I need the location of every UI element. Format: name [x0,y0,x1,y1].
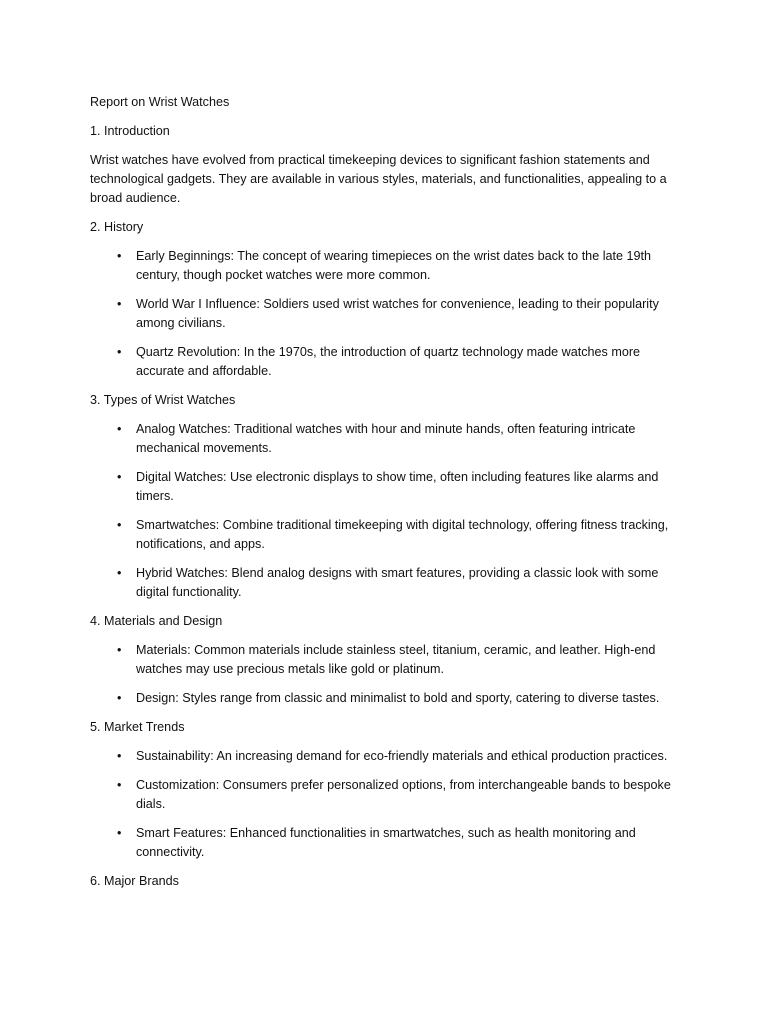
bullet-icon: • [117,778,122,792]
section-heading-history: 2. History [90,220,144,234]
section-heading-major-brands: 6. Major Brands [90,874,179,888]
materials-list [90,641,680,708]
bullet-icon: • [117,691,122,705]
bullet-icon: • [117,643,122,657]
list-item [90,420,680,458]
bullet-icon: • [117,470,122,484]
list-item-text: Smart Features: Enhanced functionalities in smartwatches, such as health monitoring and connectivity. [136,826,636,859]
list-item [90,747,680,766]
list-item [90,247,680,285]
list-item-text: Digital Watches: Use electronic displays to show time, often including features like alarms and timers. [136,470,659,503]
bullet-icon: • [117,566,122,580]
list-item-text: Customization: Consumers prefer personalized options, from interchangeable bands to bespoke dials. [136,778,671,811]
list-item [90,824,680,862]
bullet-icon: • [117,518,122,532]
list-item-text: Hybrid Watches: Blend analog designs with smart features, providing a classic look with some digital functionality. [136,566,659,599]
list-item [90,641,680,679]
section-heading-market-trends: 5. Market Trends [90,720,185,734]
bullet-icon: • [117,749,122,763]
bullet-icon: • [117,826,122,840]
document-page [90,93,680,901]
bullet-icon: • [117,297,122,311]
document-title: Report on Wrist Watches [90,95,230,109]
section-heading-introduction: 1. Introduction [90,124,170,138]
section-heading-types: 3. Types of Wrist Watches [90,393,236,407]
list-item-text: World War I Influence: Soldiers used wrist watches for convenience, leading to their popularity among civilians. [136,297,659,330]
bullet-icon: • [117,345,122,359]
bullet-icon: • [117,249,122,263]
list-item-text: Smartwatches: Combine traditional timekeeping with digital technology, offering fitness tracking, notifications, and apps. [136,518,669,551]
list-item [90,468,680,506]
list-item-text: Sustainability: An increasing demand for eco-friendly materials and ethical production practices. [136,749,668,763]
market-trends-list [90,747,680,862]
section-heading-materials: 4. Materials and Design [90,614,223,628]
introduction-paragraph: Wrist watches have evolved from practical timekeeping devices to significant fashion statements and technological gadgets. They are available in various styles, materials, and functionalities, appealing to a broad audience. [90,153,667,205]
history-list [90,247,680,381]
list-item-text: Design: Styles range from classic and minimalist to bold and sporty, catering to diverse tastes. [136,691,660,705]
list-item-text: Quartz Revolution: In the 1970s, the introduction of quartz technology made watches more accurate and affordable. [136,345,641,378]
list-item [90,776,680,814]
list-item [90,516,680,554]
list-item [90,564,680,602]
list-item [90,689,680,708]
list-item-text: Analog Watches: Traditional watches with hour and minute hands, often featuring intricate mechanical movements. [136,422,636,455]
types-list [90,420,680,602]
list-item-text: Early Beginnings: The concept of wearing timepieces on the wrist dates back to the late 19th century, though pocket watches were more common. [136,249,652,282]
list-item [90,343,680,381]
bullet-icon: • [117,422,122,436]
list-item [90,295,680,333]
list-item-text: Materials: Common materials include stainless steel, titanium, ceramic, and leather. High-end watches may use precious metals like gold or platinum. [136,643,656,676]
